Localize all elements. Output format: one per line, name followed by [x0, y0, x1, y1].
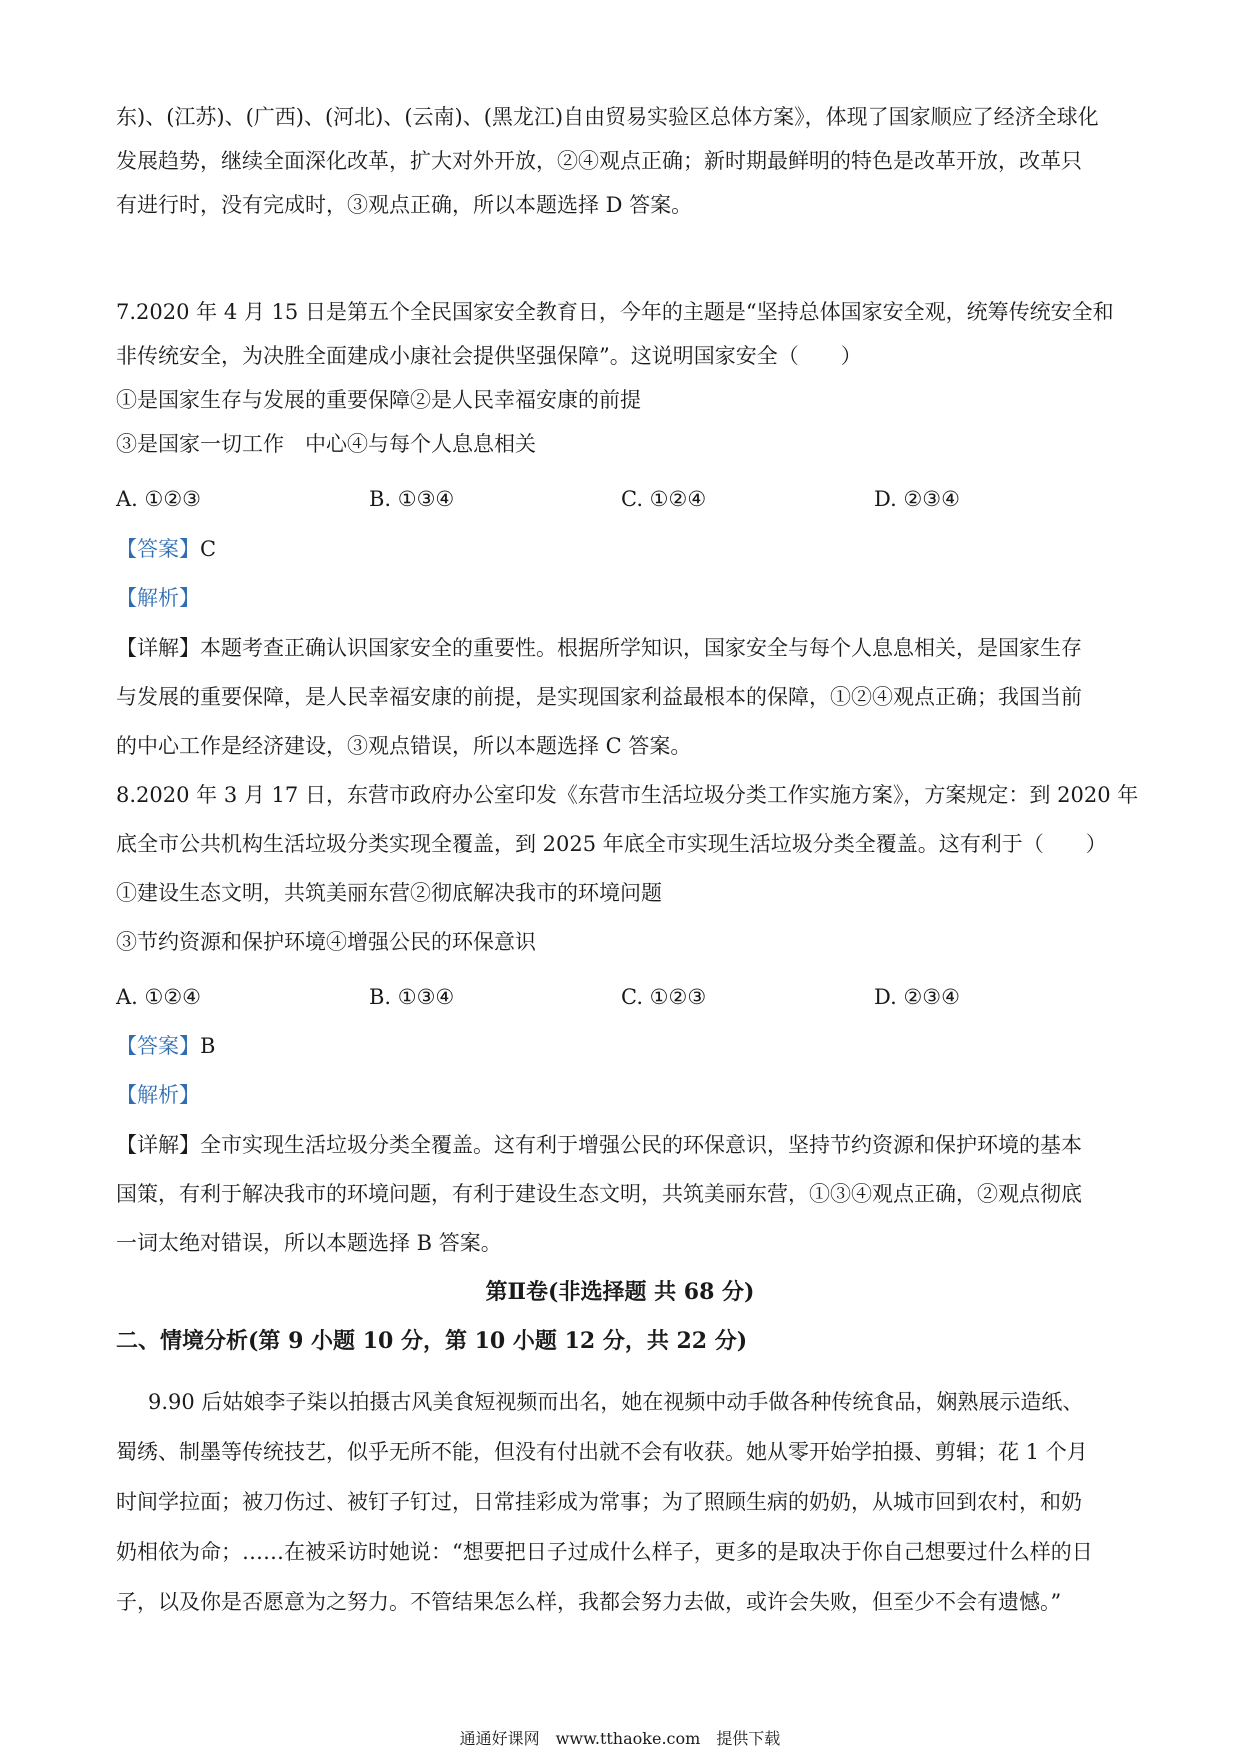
q8-option-a: A. ①②④: [116, 985, 201, 1009]
q7-item-line-1: ①是国家生存与发展的重要保障②是人民幸福安康的前提: [116, 388, 641, 412]
q8-stem-line-1: 8.2020 年 3 月 17 日，东营市政府办公室印发《东营市生活垃圾分类工作实施方案》，方案规定：到 2020 年: [116, 783, 1139, 807]
q7-stem-line-2: 非传统安全，为决胜全面建成小康社会提供坚强保障”。这说明国家安全（ ）: [116, 344, 862, 368]
q8-option-c: C. ①②③: [621, 985, 707, 1009]
q7-stem-line-1: 7.2020 年 4 月 15 日是第五个全民国家安全教育日，今年的主题是“坚持总体国家安全观，统筹传统安全和: [116, 300, 1114, 324]
q8-answer: [116, 1031, 1126, 1061]
answer-value: B: [200, 1034, 216, 1058]
q8-stem-line-2: 底全市公共机构生活垃圾分类实现全覆盖，到 2025 年底全市实现生活垃圾分类全覆盖。这有利于（ ）: [116, 832, 1107, 856]
q8-item-line-1: ①建设生态文明，共筑美丽东营②彻底解决我市的环境问题: [116, 881, 662, 905]
q8-option-d: D. ②③④: [874, 985, 960, 1009]
q8-option-b: B. ①③④: [369, 985, 455, 1009]
q8-detail-line-1: 【详解】全市实现生活垃圾分类全覆盖。这有利于增强公民的环保意识，坚持节约资源和保护环境的基本: [116, 1133, 1082, 1157]
section-heading: 二、情境分析(第 9 小题 10 分，第 10 小题 12 分，共 22 分): [116, 1328, 748, 1354]
q9-line-1: 9.90 后姑娘李子柒以拍摄古风美食短视频而出名，她在视频中动手做各种传统食品，娴熟展示造纸、: [148, 1390, 1084, 1414]
part-two-title: 第Ⅱ卷(非选择题 共 68 分): [485, 1279, 755, 1305]
answer-value: C: [200, 537, 217, 561]
q9-line-3: 时间学拉面；被刀伤过、被钉子钉过，日常挂彩成为常事；为了照顾生病的奶奶，从城市回到农村，和奶: [116, 1490, 1082, 1514]
q9-line-2: 蜀绣、制墨等传统技艺，似乎无所不能，但没有付出就不会有收获。她从零开始学拍摄、剪辑；花 1 个月: [116, 1440, 1088, 1464]
q7-detail-line-3: 的中心工作是经济建设，③观点错误，所以本题选择 C 答案。: [116, 734, 692, 758]
q7-answer: [116, 534, 1126, 564]
q7-option-a: A. ①②③: [116, 487, 201, 511]
q7-item-line-2: ③是国家一切工作 中心④与每个人息息相关: [116, 432, 536, 456]
q9-line-5: 子，以及你是否愿意为之努力。不管结果怎么样，我都会努力去做，或许会失败，但至少不会有遗憾。”: [116, 1590, 1062, 1614]
intro-line-2: 发展趋势，继续全面深化改革，扩大对外开放，②④观点正确；新时期最鲜明的特色是改革开放，改革只: [116, 149, 1082, 173]
intro-line-3: 有进行时，没有完成时，③观点正确，所以本题选择 D 答案。: [116, 193, 693, 217]
q8-analysis-label: 【解析】: [116, 1083, 200, 1107]
q7-analysis-label: 【解析】: [116, 586, 200, 610]
q8-detail-line-3: 一词太绝对错误，所以本题选择 B 答案。: [116, 1231, 502, 1255]
answer-label: 【答案】: [116, 1034, 200, 1058]
answer-label: 【答案】: [116, 537, 200, 561]
q7-detail-line-2: 与发展的重要保障，是人民幸福安康的前提，是实现国家利益最根本的保障，①②④观点正确；我国当前: [116, 685, 1082, 709]
intro-line-1: 东)、(江苏)、(广西)、(河北)、(云南)、(黑龙江)自由贸易实验区总体方案》，体现了国家顺应了经济全球化: [116, 105, 1099, 129]
q8-detail-line-2: 国策，有利于解决我市的环境问题，有利于建设生态文明，共筑美丽东营，①③④观点正确，②观点彻底: [116, 1182, 1082, 1206]
q7-detail-line-1: 【详解】本题考查正确认识国家安全的重要性。根据所学知识，国家安全与每个人息息相关，是国家生存: [116, 636, 1082, 660]
q9-line-4: 奶相依为命；……在被采访时她说：“想要把日子过成什么样子，更多的是取决于你自己想要过什么样的日: [116, 1540, 1093, 1564]
q7-option-c: C. ①②④: [621, 487, 707, 511]
q8-item-line-2: ③节约资源和保护环境④增强公民的环保意识: [116, 930, 536, 954]
q7-option-d: D. ②③④: [874, 487, 960, 511]
q7-option-b: B. ①③④: [369, 487, 455, 511]
footer-credit: 通通好课网 www.tthaoke.com 提供下载: [459, 1729, 781, 1748]
